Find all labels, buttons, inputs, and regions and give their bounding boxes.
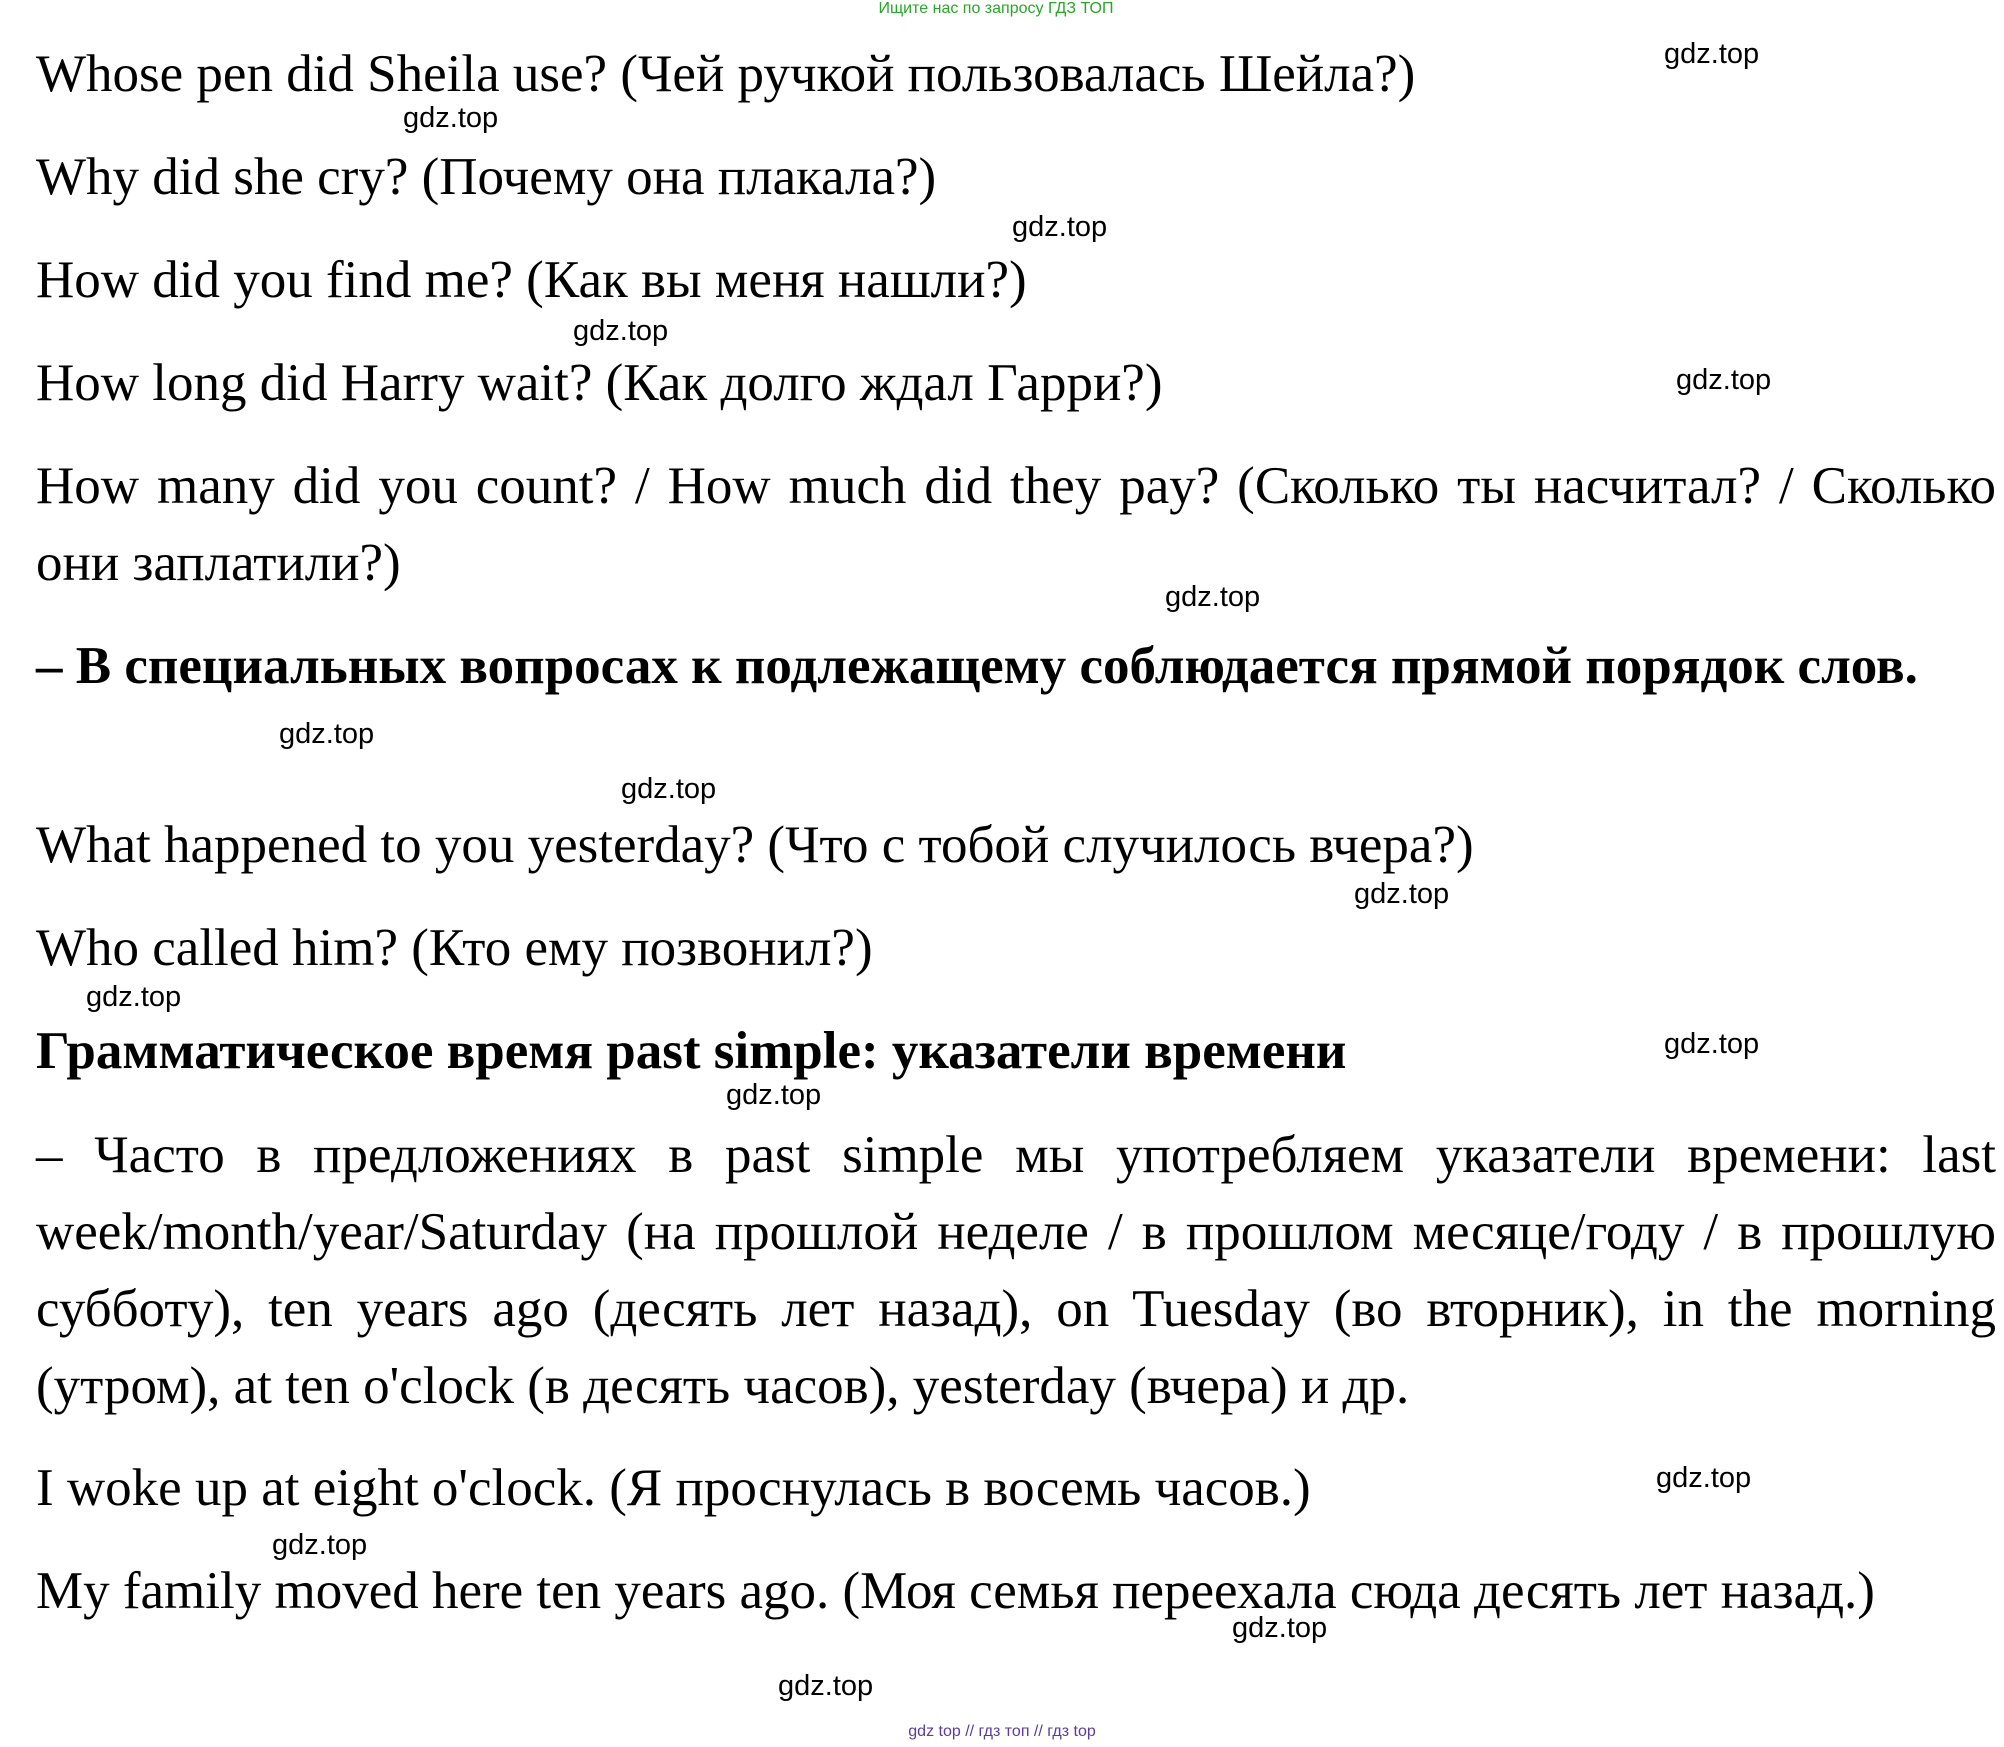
watermark: gdz.top	[403, 102, 499, 134]
question-why: Why did she cry? (Почему она плакала?)	[36, 148, 937, 206]
rule-subject-questions: – В специальных вопросах к подлежащему соблюдается прямой порядок слов.	[36, 637, 1918, 695]
example-family-moved: My family moved here ten years ago. (Моя семья переехала сюда десять лет назад.)	[36, 1562, 1875, 1620]
question-how-many: How many did you count? / How much did they pay? (Сколько ты насчитал? / Сколько они заплатили?)	[36, 457, 1996, 592]
watermark: gdz.top	[1676, 364, 1772, 396]
bottom-banner: gdz top // гдз топ // гдз top	[908, 1723, 1096, 1740]
example-who-called: Who called him? (Кто ему позвонил?)	[36, 919, 873, 977]
watermark: gdz.top	[86, 981, 182, 1013]
watermark: gdz.top	[1232, 1612, 1328, 1644]
watermark: gdz.top	[1664, 1028, 1760, 1060]
watermark: gdz.top	[573, 315, 669, 347]
section-heading: Грамматическое время past simple: указатели времени	[36, 1022, 1347, 1080]
question-how-long: How long did Harry wait? (Как долго ждал Гарри?)	[36, 354, 1163, 412]
watermark: gdz.top	[1664, 38, 1760, 70]
watermark: gdz.top	[621, 773, 717, 805]
example-woke-up: I woke up at eight o'clock. (Я проснулась в восемь часов.)	[36, 1459, 1311, 1517]
watermark: gdz.top	[778, 1670, 874, 1702]
watermark: gdz.top	[1656, 1462, 1752, 1494]
example-what-happened: What happened to you yesterday? (Что с тобой случилось вчера?)	[36, 816, 1474, 874]
watermark: gdz.top	[1012, 211, 1108, 243]
watermark: gdz.top	[279, 718, 375, 750]
top-banner: Ищите нас по запросу ГДЗ ТОП	[878, 0, 1114, 17]
watermark: gdz.top	[726, 1079, 822, 1111]
watermark: gdz.top	[1354, 878, 1450, 910]
question-whose: Whose pen did Sheila use? (Чей ручкой пользовалась Шейла?)	[36, 45, 1416, 103]
rule-time-markers: – Часто в предложениях в past simple мы употребляем указатели времени: last week/month/year/Saturday (на прошлой неделе / в прошлом месяце/году / в прошлую субботу), ten years ago (десять лет назад), on Tuesday (во вторник), in the morning (утром), at ten o'clock (в десять часов), yesterday (вчера) и др.	[36, 1126, 1996, 1415]
question-how: How did you find me? (Как вы меня нашли?)	[36, 251, 1027, 309]
watermark: gdz.top	[1165, 581, 1261, 613]
watermark: gdz.top	[272, 1529, 368, 1561]
